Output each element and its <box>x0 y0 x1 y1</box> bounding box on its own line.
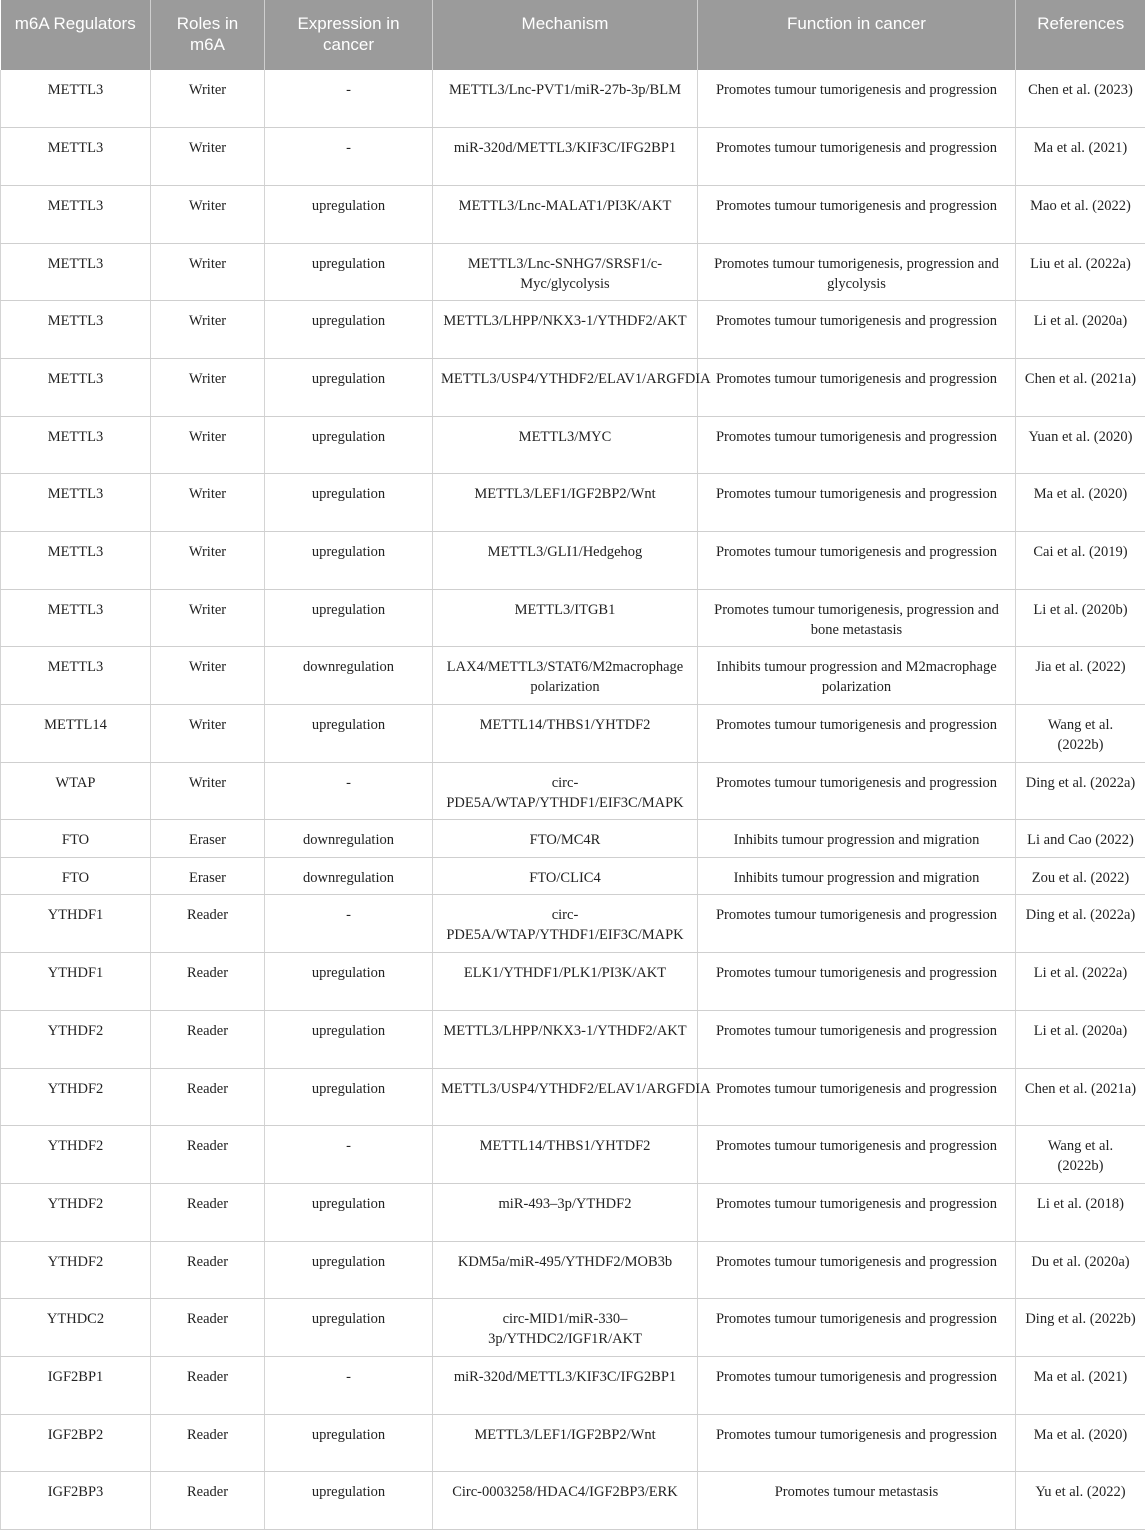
expression-cell: - <box>265 895 433 953</box>
function-cell: Promotes tumour tumorigenesis and progression <box>698 532 1016 590</box>
header-function: Function in cancer <box>698 0 1016 70</box>
regulator-cell: IGF2BP2 <box>1 1414 151 1472</box>
mechanism-cell: METTL3/Lnc-MALAT1/PI3K/AKT <box>433 185 698 243</box>
function-cell: Promotes tumour tumorigenesis and progression <box>698 1068 1016 1126</box>
role-cell: Eraser <box>151 820 265 858</box>
role-cell: Writer <box>151 128 265 186</box>
role-cell: Reader <box>151 1068 265 1126</box>
table-row <box>1 589 1145 647</box>
function-cell: Promotes tumour tumorigenesis and progression <box>698 1414 1016 1472</box>
reference-cell: Wang et al. (2022b) <box>1016 705 1145 763</box>
mechanism-cell: METTL3/USP4/YTHDF2/ELAV1/ARGFDIA <box>433 358 698 416</box>
mechanism-cell: FTO/CLIC4 <box>433 857 698 895</box>
role-cell: Writer <box>151 416 265 474</box>
role-cell: Writer <box>151 647 265 705</box>
function-cell: Promotes tumour tumorigenesis and progression <box>698 705 1016 763</box>
role-cell: Writer <box>151 358 265 416</box>
header-expression: Expression in cancer <box>265 0 433 70</box>
expression-cell: - <box>265 70 433 128</box>
regulator-cell: YTHDF2 <box>1 1241 151 1299</box>
reference-cell: Ding et al. (2022b) <box>1016 1299 1145 1357</box>
table-row <box>1 243 1145 301</box>
mechanism-cell: METTL3/GLI1/Hedgehog <box>433 532 698 590</box>
table-row <box>1 532 1145 590</box>
mechanism-cell: miR-320d/METTL3/KIF3C/IFG2BP1 <box>433 1356 698 1414</box>
reference-cell: Cai et al. (2019) <box>1016 532 1145 590</box>
role-cell: Reader <box>151 1126 265 1184</box>
table-row <box>1 301 1145 359</box>
table-row <box>1 647 1145 705</box>
function-cell: Promotes tumour tumorigenesis and progression <box>698 1010 1016 1068</box>
mechanism-cell: KDM5a/miR-495/YTHDF2/MOB3b <box>433 1241 698 1299</box>
mechanism-cell: miR-493–3p/YTHDF2 <box>433 1183 698 1241</box>
reference-cell: Yuan et al. (2020) <box>1016 416 1145 474</box>
table-row <box>1 953 1145 1011</box>
regulator-cell: YTHDC2 <box>1 1299 151 1357</box>
reference-cell: Zou et al. (2022) <box>1016 857 1145 895</box>
mechanism-cell: ELK1/YTHDF1/PLK1/PI3K/AKT <box>433 953 698 1011</box>
function-cell: Promotes tumour tumorigenesis and progression <box>698 1356 1016 1414</box>
regulator-cell: METTL3 <box>1 128 151 186</box>
mechanism-cell: METTL3/MYC <box>433 416 698 474</box>
function-cell: Promotes tumour tumorigenesis and progression <box>698 301 1016 359</box>
expression-cell: downregulation <box>265 857 433 895</box>
role-cell: Reader <box>151 1414 265 1472</box>
expression-cell: upregulation <box>265 1183 433 1241</box>
expression-cell: upregulation <box>265 589 433 647</box>
reference-cell: Ding et al. (2022a) <box>1016 895 1145 953</box>
header-references: References <box>1016 0 1145 70</box>
reference-cell: Ma et al. (2020) <box>1016 1414 1145 1472</box>
reference-cell: Ding et al. (2022a) <box>1016 762 1145 820</box>
regulator-cell: IGF2BP3 <box>1 1472 151 1530</box>
reference-cell: Li et al. (2018) <box>1016 1183 1145 1241</box>
reference-cell: Li et al. (2020a) <box>1016 301 1145 359</box>
table-row <box>1 358 1145 416</box>
mechanism-cell: METTL3/Lnc-SNHG7/SRSF1/c-Myc/glycolysis <box>433 243 698 301</box>
role-cell: Writer <box>151 301 265 359</box>
table-row <box>1 820 1145 858</box>
table-row <box>1 474 1145 532</box>
function-cell: Promotes tumour tumorigenesis and progression <box>698 416 1016 474</box>
expression-cell: upregulation <box>265 1472 433 1530</box>
regulator-cell: METTL3 <box>1 358 151 416</box>
role-cell: Reader <box>151 1472 265 1530</box>
function-cell: Inhibits tumour progression and migration <box>698 857 1016 895</box>
regulator-cell: METTL3 <box>1 301 151 359</box>
reference-cell: Du et al. (2020a) <box>1016 1241 1145 1299</box>
role-cell: Writer <box>151 70 265 128</box>
reference-cell: Liu et al. (2022a) <box>1016 243 1145 301</box>
function-cell: Promotes tumour tumorigenesis and progression <box>698 185 1016 243</box>
table-row <box>1 1010 1145 1068</box>
expression-cell: upregulation <box>265 953 433 1011</box>
role-cell: Reader <box>151 1010 265 1068</box>
expression-cell: upregulation <box>265 1068 433 1126</box>
expression-cell: upregulation <box>265 532 433 590</box>
mechanism-cell: FTO/MC4R <box>433 820 698 858</box>
regulator-cell: METTL3 <box>1 416 151 474</box>
expression-cell: upregulation <box>265 416 433 474</box>
regulator-cell: METTL3 <box>1 532 151 590</box>
table-row <box>1 416 1145 474</box>
reference-cell: Wang et al. (2022b) <box>1016 1126 1145 1184</box>
table-row <box>1 70 1145 128</box>
role-cell: Writer <box>151 474 265 532</box>
expression-cell: - <box>265 1126 433 1184</box>
reference-cell: Chen et al. (2021a) <box>1016 1068 1145 1126</box>
expression-cell: downregulation <box>265 647 433 705</box>
expression-cell: upregulation <box>265 1241 433 1299</box>
regulator-cell: YTHDF1 <box>1 895 151 953</box>
reference-cell: Ma et al. (2021) <box>1016 128 1145 186</box>
table-header <box>1 0 1145 70</box>
expression-cell: upregulation <box>265 358 433 416</box>
mechanism-cell: circ-PDE5A/WTAP/YTHDF1/EIF3C/MAPK <box>433 895 698 953</box>
regulator-cell: METTL3 <box>1 647 151 705</box>
expression-cell: - <box>265 762 433 820</box>
mechanism-cell: METTL3/LHPP/NKX3-1/YTHDF2/AKT <box>433 301 698 359</box>
mechanism-cell: METTL3/LEF1/IGF2BP2/Wnt <box>433 1414 698 1472</box>
regulator-cell: METTL3 <box>1 185 151 243</box>
expression-cell: upregulation <box>265 301 433 359</box>
mechanism-cell: METTL3/LEF1/IGF2BP2/Wnt <box>433 474 698 532</box>
table-row <box>1 705 1145 763</box>
table-row <box>1 128 1145 186</box>
expression-cell: upregulation <box>265 474 433 532</box>
regulator-cell: YTHDF2 <box>1 1068 151 1126</box>
function-cell: Promotes tumour tumorigenesis and progression <box>698 358 1016 416</box>
reference-cell: Ma et al. (2021) <box>1016 1356 1145 1414</box>
table-row <box>1 762 1145 820</box>
regulator-cell: IGF2BP1 <box>1 1356 151 1414</box>
mechanism-cell: circ-PDE5A/WTAP/YTHDF1/EIF3C/MAPK <box>433 762 698 820</box>
mechanism-cell: LAX4/METTL3/STAT6/M2macrophage polarization <box>433 647 698 705</box>
regulator-cell: METTL3 <box>1 243 151 301</box>
table-row <box>1 895 1145 953</box>
expression-cell: - <box>265 128 433 186</box>
table-body <box>1 70 1145 1530</box>
mechanism-cell: METTL3/USP4/YTHDF2/ELAV1/ARGFDIA <box>433 1068 698 1126</box>
function-cell: Promotes tumour tumorigenesis and progression <box>698 474 1016 532</box>
regulator-cell: WTAP <box>1 762 151 820</box>
table-row <box>1 1472 1145 1530</box>
table-row <box>1 1299 1145 1357</box>
regulator-cell: FTO <box>1 857 151 895</box>
regulator-cell: METTL14 <box>1 705 151 763</box>
table-row <box>1 1241 1145 1299</box>
table-row <box>1 1414 1145 1472</box>
expression-cell: upregulation <box>265 243 433 301</box>
reference-cell: Yu et al. (2022) <box>1016 1472 1145 1530</box>
function-cell: Promotes tumour tumorigenesis, progression and bone metastasis <box>698 589 1016 647</box>
role-cell: Reader <box>151 1241 265 1299</box>
mechanism-cell: circ-MID1/miR-330–3p/YTHDC2/IGF1R/AKT <box>433 1299 698 1357</box>
expression-cell: downregulation <box>265 820 433 858</box>
function-cell: Inhibits tumour progression and migration <box>698 820 1016 858</box>
function-cell: Promotes tumour tumorigenesis and progression <box>698 70 1016 128</box>
function-cell: Promotes tumour tumorigenesis, progression and glycolysis <box>698 243 1016 301</box>
reference-cell: Chen et al. (2021a) <box>1016 358 1145 416</box>
mechanism-cell: METTL3/Lnc-PVT1/miR-27b-3p/BLM <box>433 70 698 128</box>
role-cell: Reader <box>151 1299 265 1357</box>
regulator-cell: METTL3 <box>1 474 151 532</box>
role-cell: Reader <box>151 895 265 953</box>
mechanism-cell: miR-320d/METTL3/KIF3C/IFG2BP1 <box>433 128 698 186</box>
regulator-cell: YTHDF2 <box>1 1183 151 1241</box>
expression-cell: upregulation <box>265 1414 433 1472</box>
role-cell: Writer <box>151 762 265 820</box>
expression-cell: upregulation <box>265 705 433 763</box>
header-mechanism: Mechanism <box>433 0 698 70</box>
mechanism-cell: Circ-0003258/HDAC4/IGF2BP3/ERK <box>433 1472 698 1530</box>
function-cell: Promotes tumour tumorigenesis and progression <box>698 1241 1016 1299</box>
function-cell: Promotes tumour tumorigenesis and progression <box>698 762 1016 820</box>
role-cell: Reader <box>151 953 265 1011</box>
regulator-cell: YTHDF2 <box>1 1126 151 1184</box>
role-cell: Reader <box>151 1356 265 1414</box>
table-row <box>1 1356 1145 1414</box>
role-cell: Reader <box>151 1183 265 1241</box>
function-cell: Promotes tumour tumorigenesis and progression <box>698 1126 1016 1184</box>
role-cell: Writer <box>151 532 265 590</box>
role-cell: Writer <box>151 589 265 647</box>
function-cell: Promotes tumour tumorigenesis and progression <box>698 1183 1016 1241</box>
function-cell: Promotes tumour tumorigenesis and progression <box>698 953 1016 1011</box>
table-row <box>1 1068 1145 1126</box>
header-m6a-regulators: m6A Regulators <box>1 0 151 70</box>
regulator-cell: METTL3 <box>1 70 151 128</box>
function-cell: Promotes tumour tumorigenesis and progression <box>698 895 1016 953</box>
reference-cell: Li et al. (2020b) <box>1016 589 1145 647</box>
reference-cell: Ma et al. (2020) <box>1016 474 1145 532</box>
mechanism-cell: METTL3/ITGB1 <box>433 589 698 647</box>
expression-cell: upregulation <box>265 1299 433 1357</box>
function-cell: Promotes tumour tumorigenesis and progression <box>698 1299 1016 1357</box>
mechanism-cell: METTL3/LHPP/NKX3-1/YTHDF2/AKT <box>433 1010 698 1068</box>
regulator-cell: YTHDF1 <box>1 953 151 1011</box>
expression-cell: - <box>265 1356 433 1414</box>
regulator-cell: YTHDF2 <box>1 1010 151 1068</box>
reference-cell: Li et al. (2020a) <box>1016 1010 1145 1068</box>
role-cell: Eraser <box>151 857 265 895</box>
role-cell: Writer <box>151 185 265 243</box>
function-cell: Promotes tumour tumorigenesis and progression <box>698 128 1016 186</box>
mechanism-cell: METTL14/THBS1/YHTDF2 <box>433 1126 698 1184</box>
reference-cell: Chen et al. (2023) <box>1016 70 1145 128</box>
reference-cell: Li and Cao (2022) <box>1016 820 1145 858</box>
role-cell: Writer <box>151 705 265 763</box>
function-cell: Promotes tumour metastasis <box>698 1472 1016 1530</box>
reference-cell: Jia et al. (2022) <box>1016 647 1145 705</box>
header-row <box>1 0 1145 70</box>
reference-cell: Mao et al. (2022) <box>1016 185 1145 243</box>
expression-cell: upregulation <box>265 185 433 243</box>
table-row <box>1 185 1145 243</box>
role-cell: Writer <box>151 243 265 301</box>
header-roles: Roles in m6A <box>151 0 265 70</box>
table-row <box>1 857 1145 895</box>
reference-cell: Li et al. (2022a) <box>1016 953 1145 1011</box>
function-cell: Inhibits tumour progression and M2macrophage polarization <box>698 647 1016 705</box>
regulator-cell: FTO <box>1 820 151 858</box>
expression-cell: upregulation <box>265 1010 433 1068</box>
mechanism-cell: METTL14/THBS1/YHTDF2 <box>433 705 698 763</box>
table-row <box>1 1126 1145 1184</box>
table-row <box>1 1183 1145 1241</box>
regulator-cell: METTL3 <box>1 589 151 647</box>
